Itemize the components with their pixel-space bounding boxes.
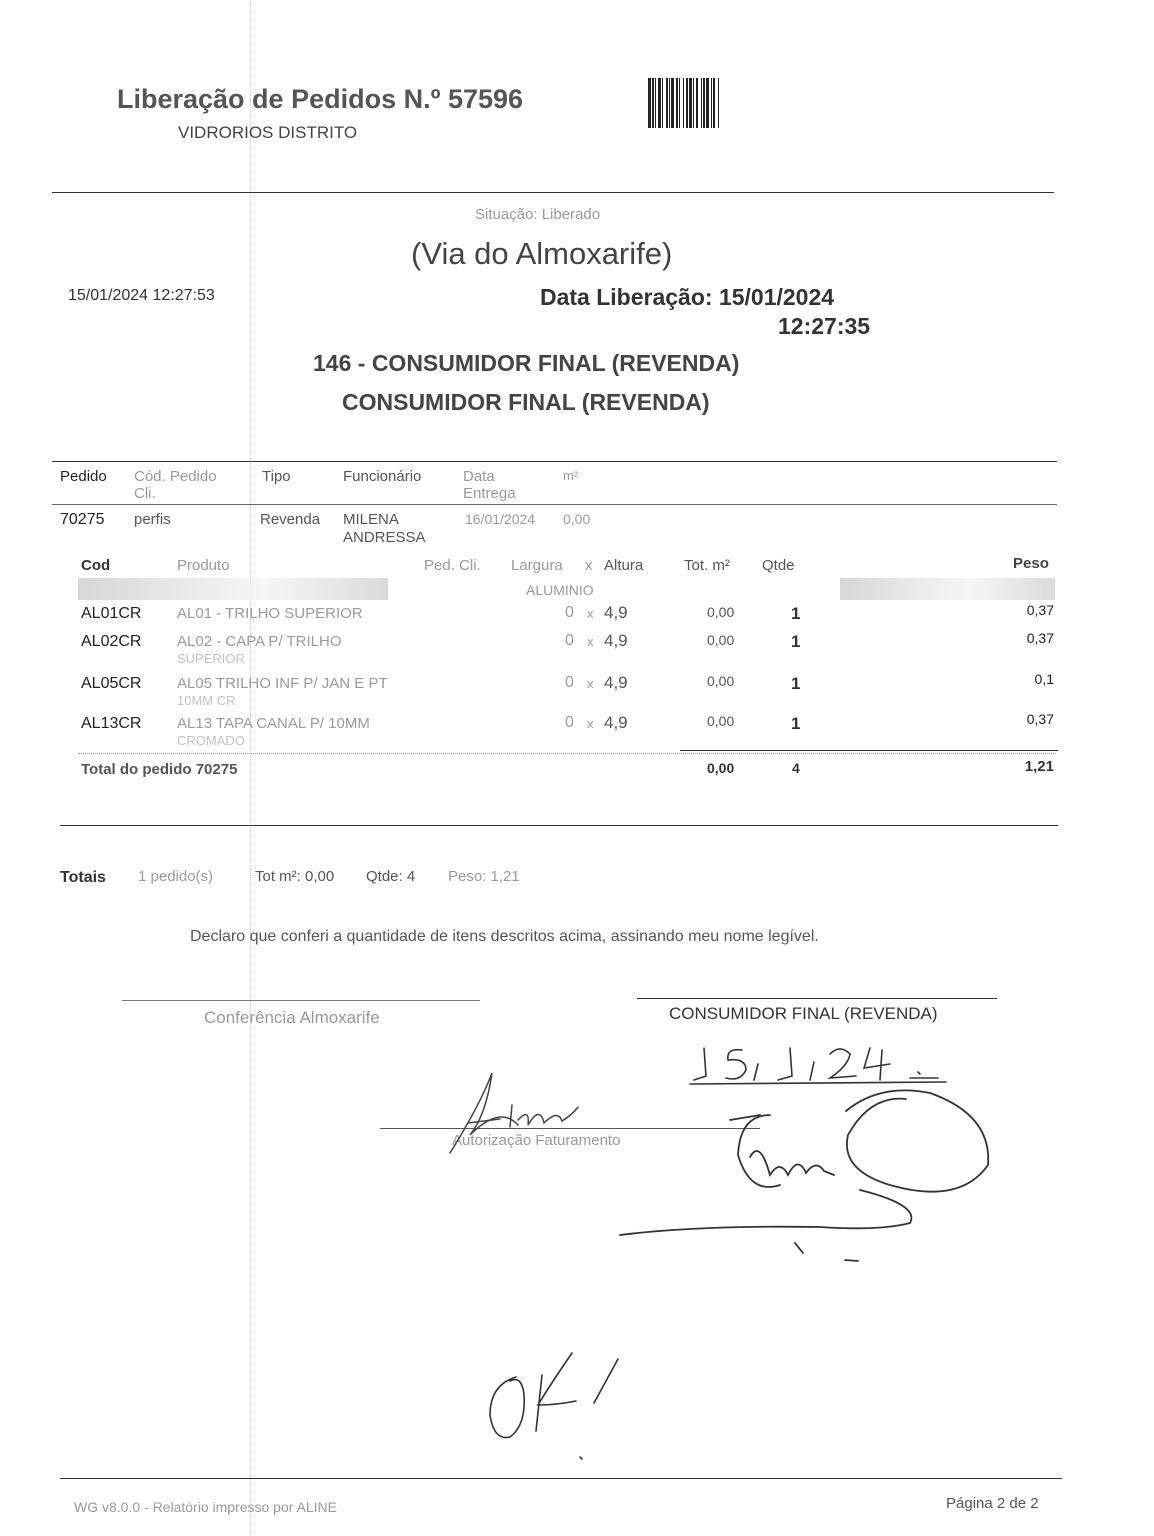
col-header-pedido: Pedido	[60, 468, 107, 485]
item-col-largura: Largura	[511, 557, 563, 574]
item-cod: AL01CR	[81, 605, 142, 622]
order-total-dotted-rule	[78, 753, 1056, 754]
order-total-qtde: 4	[792, 760, 800, 776]
company-name: VIDRORIOS DISTRITO	[178, 123, 358, 142]
totals-label: Totais	[60, 869, 106, 886]
item-col-x: x	[585, 557, 593, 574]
item-col-ped-cli: Ped. Cli.	[424, 557, 481, 574]
order-client-code: perfis	[134, 511, 171, 528]
item-peso: 0,1	[1034, 671, 1054, 687]
client-label: CONSUMIDOR FINAL (REVENDA)	[669, 1004, 938, 1023]
situation-status: Situação: Liberado	[475, 206, 601, 223]
col-header-m2: m²	[563, 468, 579, 483]
item-altura: 4,9	[604, 631, 628, 650]
item-col-produto: Produto	[177, 557, 230, 574]
order-total-m2: 0,00	[707, 760, 735, 776]
customer-code-name: 146 - CONSUMIDOR FINAL (REVENDA)	[313, 350, 740, 376]
release-date: Data Liberação: 15/01/2024	[540, 284, 835, 310]
barcode-gap	[719, 78, 721, 128]
item-qtde: 1	[791, 632, 801, 651]
item-cod: AL05CR	[81, 675, 142, 692]
customer-name: CONSUMIDOR FINAL (REVENDA)	[342, 389, 710, 415]
document-title: Liberação de Pedidos N.º 57596	[117, 84, 524, 114]
item-peso: 0,37	[1026, 711, 1054, 727]
item-peso: 0,37	[1026, 630, 1054, 646]
item-x: x	[587, 676, 594, 691]
autorizacao-label: Autorização Faturamento	[452, 1132, 621, 1149]
col-header-cod-pedido-cli-line2: Cli.	[134, 485, 156, 502]
order-total-peso: 1,21	[1024, 758, 1054, 775]
order-delivery-date: 16/01/2024	[465, 511, 536, 527]
item-produto: AL01 - TRILHO SUPERIOR	[177, 605, 363, 622]
item-altura: 4,9	[604, 673, 628, 692]
order-employee-line2: ANDRESSA	[343, 529, 426, 546]
barcode-image	[648, 78, 822, 128]
item-largura: 0	[565, 632, 574, 649]
header-divider	[52, 192, 1054, 193]
order-number: 70275	[60, 511, 105, 528]
item-produto-line2: 10MM CR	[177, 693, 236, 708]
item-peso: 0,37	[1026, 602, 1054, 618]
order-header-rule	[52, 504, 1057, 505]
totals-orders: 1 pedido(s)	[138, 868, 214, 885]
item-cod: AL13CR	[81, 715, 142, 732]
item-qtde: 1	[791, 714, 801, 733]
footer-page-number: Página 2 de 2	[946, 1495, 1039, 1512]
totals-peso: Peso: 1,21	[448, 868, 520, 885]
item-largura: 0	[565, 604, 574, 621]
col-header-funcionario: Funcionário	[343, 468, 422, 485]
page-fold-line	[250, 0, 251, 1536]
copy-type: (Via do Almoxarife)	[411, 236, 673, 271]
order-total-label: Total do pedido 70275	[81, 761, 238, 778]
customer-handwritten-signature	[620, 1075, 1000, 1270]
item-qtde: 1	[791, 604, 801, 623]
order-table-top-rule	[52, 461, 1057, 462]
order-total-rule	[680, 750, 1058, 751]
item-tot-m2: 0,00	[707, 604, 735, 620]
item-produto: AL13 TAPA CANAL P/ 10MM	[177, 715, 370, 732]
item-x: x	[587, 716, 594, 731]
totals-divider	[60, 825, 1058, 826]
item-cod: AL02CR	[81, 633, 142, 650]
item-produto-line2: CROMADO	[177, 733, 245, 748]
item-col-altura: Altura	[604, 557, 644, 574]
order-m2: 0,00	[563, 511, 591, 527]
item-col-qtde: Qtde	[762, 557, 795, 574]
footer-print-info: WG v8.0.0 - Relatório impresso por ALINE	[74, 1499, 337, 1515]
item-altura: 4,9	[604, 713, 628, 732]
handwritten-ok	[480, 1345, 630, 1465]
group-shading-left	[78, 578, 388, 600]
totals-qtde: Qtde: 4	[366, 868, 416, 885]
item-largura: 0	[565, 674, 574, 691]
footer-divider	[60, 1478, 1062, 1479]
item-x: x	[587, 606, 594, 621]
group-label: ALUMINIO	[526, 582, 594, 598]
item-produto: AL02 - CAPA P/ TRILHO	[177, 633, 342, 650]
item-col-tot-m2: Tot. m²	[684, 557, 730, 574]
item-produto: AL05 TRILHO INF P/ JAN E PT	[177, 675, 388, 692]
col-header-cod-pedido-cli: Cód. Pedido	[134, 468, 217, 485]
col-header-data-entrega-line2: Entrega	[463, 485, 516, 502]
item-tot-m2: 0,00	[707, 713, 735, 729]
item-largura: 0	[565, 714, 574, 731]
col-header-data-entrega: Data	[463, 468, 495, 485]
item-altura: 4,9	[604, 603, 628, 622]
item-produto-line2: SUPERIOR	[177, 651, 245, 666]
item-tot-m2: 0,00	[707, 632, 735, 648]
declaration-text: Declaro que conferi a quantidade de itens descritos acima, assinando meu nome legível.	[190, 928, 819, 945]
client-signature-line	[637, 998, 997, 999]
item-col-cod: Cod	[81, 557, 111, 574]
item-x: x	[587, 634, 594, 649]
col-header-tipo: Tipo	[262, 468, 291, 485]
item-col-peso: Peso	[1013, 555, 1049, 572]
almoxarife-label: Conferência Almoxarife	[204, 1008, 380, 1027]
order-employee: MILENA	[343, 511, 399, 528]
print-datetime: 15/01/2024 12:27:53	[68, 287, 215, 304]
autorizacao-handwritten-signature	[440, 1065, 590, 1160]
totals-m2: Tot m²: 0,00	[255, 868, 335, 885]
almoxarife-signature-line	[122, 1000, 480, 1001]
group-shading-right	[840, 578, 1055, 600]
item-qtde: 1	[791, 674, 801, 693]
item-tot-m2: 0,00	[707, 673, 735, 689]
release-time: 12:27:35	[778, 313, 871, 339]
order-type: Revenda	[260, 511, 321, 528]
